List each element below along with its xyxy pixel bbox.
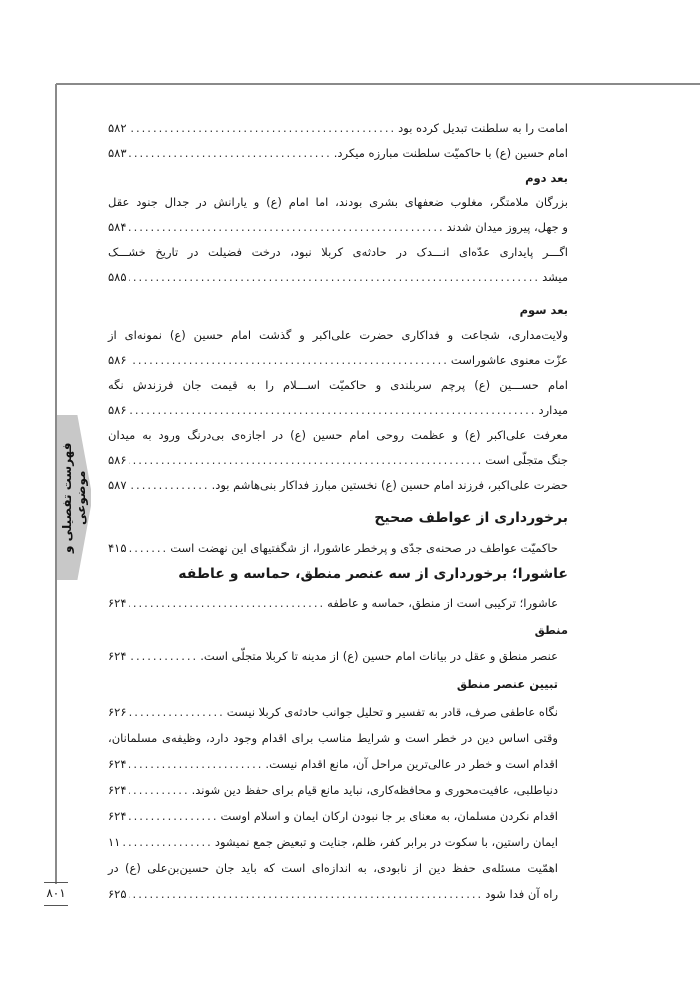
entry-title: عزّت معنوی عاشوراست: [450, 353, 568, 367]
dot-leader: [129, 809, 219, 823]
entry-title: عاشورا؛ ترکیبی است از منطق، حماسه و عاطفه: [327, 596, 558, 610]
entry-title: جنگ متجلّی است: [485, 453, 568, 467]
entry-title: اقدام نکردن مسلمان، به معنای بر جا نبودن ارکان ایمان و اسلام اوست: [220, 809, 558, 823]
entry-page-number: ۶۲۵: [108, 887, 127, 901]
entry-page-number: ۵۸۶: [108, 453, 127, 467]
page-number-rule-bottom: [44, 905, 68, 906]
entry-title: امامت را به سلطنت تبدیل کرده بود: [398, 121, 568, 135]
entry-title: میشد: [542, 270, 568, 284]
entry-title: اقدام است و خطر در عالی‌ترین مراحل آن، مانع اقدام نیست.: [265, 757, 558, 771]
dot-leader: [122, 835, 212, 849]
entry-page-number: ۵۸۵: [108, 270, 127, 284]
entry-page-number: ۵۸۶: [108, 403, 127, 417]
toc-entry: [108, 541, 558, 563]
entry-page-number: ۶۲۴: [108, 757, 127, 771]
entry-title: و جهل، پیروز میدان شدند: [446, 220, 568, 234]
toc-entry: [108, 195, 568, 217]
entry-title: نگاه عاطفی صرف، قادر به تفسیر و تحلیل جوانب حادثه‌ی کربلا نیست: [226, 705, 558, 719]
toc-entry: [108, 757, 558, 779]
toc-entry: [108, 146, 568, 168]
toc-entry: [108, 783, 558, 805]
margin-rule: [55, 84, 57, 884]
dot-leader: [129, 403, 537, 417]
dot-leader: [129, 270, 541, 284]
entry-page-number: ۵۸۷: [108, 478, 127, 492]
entry-page-number: ۴۱۵: [108, 541, 127, 555]
toc-entry: [108, 245, 568, 267]
dot-leader: [129, 353, 449, 367]
entry-title: امام حسین (ع) با حاکمیّت سلطنت مبارزه میکرد.: [333, 146, 568, 160]
section-heading: تبیین عنصر منطق: [456, 677, 558, 691]
entry-title: بزرگان ملامتگر، مغلوب ضعفهای بشری بودند، اما امام (ع) و یارانش در جدال جنود عقل: [108, 195, 568, 209]
entry-title: حاکمیّت عواطف در صحنه‌ی جدّی و پرخطر عاشورا، از شگفتیهای این نهضت است: [170, 541, 558, 555]
entry-title: ایمان راستین، با سکوت در برابر کفر، ظلم، جنایت و تبعیض جمع نمیشود: [214, 835, 558, 849]
toc-entry: [108, 649, 558, 671]
entry-page-number: ۵۸۲: [108, 121, 127, 135]
toc-entry: [108, 378, 568, 400]
entry-title: وقتی اساس دین در خطر است و شرایط مناسب برای اقدام وجود دارد، وظیفه‌ی مسلمانان،: [108, 731, 558, 745]
dot-leader: [129, 478, 210, 492]
entry-title: اهمّیت مسئله‌ی حفظ دین از نابودی، به اندازه‌ای است که باید جان حسین‌بن‌علی (ع) در: [108, 861, 558, 875]
page-number: ۸۰۱: [46, 886, 66, 900]
entry-page-number: ۶۲۴: [108, 596, 127, 610]
entry-page-number: ۵۸۴: [108, 220, 127, 234]
section-heading: بعد دوم: [525, 171, 568, 185]
section-heading: منطق: [534, 623, 568, 637]
dot-leader: [129, 887, 484, 901]
dot-leader: [129, 757, 264, 771]
entry-title: دنیاطلبی، عافیت‌محوری و محافظه‌کاری، نباید مانع قیام برای حفظ دین شوند.: [191, 783, 558, 797]
entry-title: معرفت علی‌اکبر (ع) و عظمت روحی امام حسین (ع) در اجازه‌ی بی‌درنگ ورود به میدان: [108, 428, 568, 442]
entry-title: حضرت علی‌اکبر، فرزند امام حسین (ع) نخستین مبارز فداکار بنی‌هاشم بود.: [211, 478, 568, 492]
toc-entry: [108, 453, 568, 475]
dot-leader: [129, 121, 397, 135]
section-heading: بعد سوم: [519, 303, 568, 317]
entry-title: ولایت‌مداری، شجاعت و فداکاری حضرت علی‌اکبر و گذشت امام حسین (ع) نمونه‌ای از: [108, 328, 568, 342]
page-number-rule-top: [44, 882, 68, 883]
entry-page-number: ۶۲۴: [108, 649, 127, 663]
toc-entry: [108, 121, 568, 143]
toc-entry: [108, 353, 568, 375]
dot-leader: [129, 596, 326, 610]
dot-leader: [129, 783, 190, 797]
entry-page-number: ۱۱: [108, 835, 121, 849]
entry-title: اگـــر پایداری عدّه‌ای انـــدک در حادثه‌ی کربلا نبود، درخت فضیلت در تاریخ خشـــک: [108, 245, 568, 259]
entry-page-number: ۶۲۶: [108, 705, 127, 719]
entry-page-number: ۶۲۴: [108, 809, 127, 823]
entry-title: راه آن فدا شود: [485, 887, 558, 901]
toc-entry: [108, 478, 568, 500]
toc-entry: [108, 835, 558, 857]
dot-leader: [129, 146, 332, 160]
dot-leader: [129, 220, 445, 234]
toc-entry: [108, 861, 558, 883]
toc-entry: [108, 705, 558, 727]
entry-page-number: ۵۸۶: [108, 353, 127, 367]
dot-leader: [129, 649, 199, 663]
dot-leader: [129, 705, 225, 719]
section-heading: عاشورا؛ برخورداری از سه عنصر منطق، حماسه و عاطفه: [178, 566, 568, 582]
toc-entry: [108, 809, 558, 831]
toc-entry: [108, 596, 558, 618]
entry-page-number: ۶۲۴: [108, 783, 127, 797]
dot-leader: [129, 453, 484, 467]
entry-title: میدارد: [538, 403, 568, 417]
entry-page-number: ۵۸۳: [108, 146, 127, 160]
entry-title: عنصر منطق و عقل در بیانات امام حسین (ع) از مدینه تا کربلا متجلّی است.: [200, 649, 558, 663]
toc-entry: [108, 270, 568, 292]
toc-entry: [108, 428, 568, 450]
entry-title: امام حســـین (ع) پرچم سربلندی و حاکمیّت اســـلام را به قیمت جان فرزندش نگه: [108, 378, 568, 392]
toc-entry: [108, 328, 568, 350]
section-heading: برخورداری از عواطف صحیح: [374, 510, 568, 526]
dot-leader: [129, 541, 169, 555]
section-tab-label: فهرست تفصیلی و موضوعی: [60, 442, 88, 553]
toc-entry: [108, 731, 558, 753]
top-rule: [56, 83, 700, 85]
toc-entry: [108, 887, 558, 909]
toc-entry: [108, 220, 568, 242]
toc-entry: [108, 403, 568, 425]
